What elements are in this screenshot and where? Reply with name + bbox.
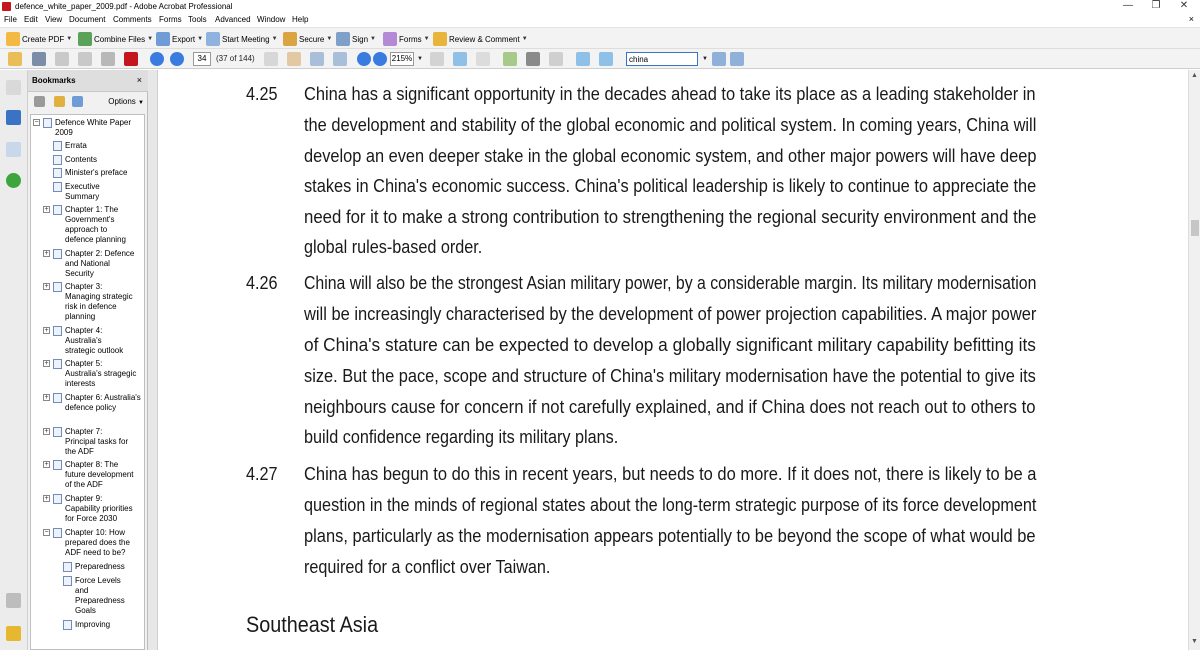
bookmark-item[interactable]: Chapter 6: Australia's defence policy: [65, 393, 141, 412]
chevron-down-icon[interactable]: ▼: [417, 56, 423, 62]
bookmark-item[interactable]: Chapter 10: How prepared does the ADF need to be?: [65, 528, 130, 557]
bookmark-item[interactable]: Preparedness: [75, 562, 125, 571]
text-line: the development and stability of the global economic and political system. In coming years, China will: [304, 115, 1037, 135]
menu-window[interactable]: Window: [257, 15, 286, 24]
forms-icon: [383, 32, 397, 46]
scroll-down-icon[interactable]: ▼: [1191, 638, 1198, 645]
zoom-in-icon[interactable]: [373, 52, 387, 66]
find-next-icon[interactable]: [730, 52, 744, 66]
close-icon[interactable]: ×: [136, 75, 142, 85]
collapse-icon[interactable]: −: [44, 529, 49, 536]
bookmarks-panel: [28, 70, 148, 650]
text-line: need for it to make a strong contribution to strengthening the regional security environment and the: [304, 207, 1037, 227]
page-count-label: (37 of 144): [216, 54, 255, 63]
minimize-button[interactable]: —: [1123, 0, 1133, 11]
bookmark-icon: [43, 118, 52, 128]
chevron-down-icon[interactable]: ▼: [702, 56, 708, 62]
section-heading: Southeast Asia: [246, 612, 379, 637]
navigation-pane-rail: [0, 70, 28, 650]
bookmark-icon: [53, 528, 62, 538]
select-tool-icon[interactable]: [264, 52, 278, 66]
menu-advanced[interactable]: Advanced: [215, 15, 251, 24]
panel-splitter[interactable]: [148, 70, 158, 650]
text-line: China has begun to do this in recent years, but needs to do more. If it does not, there is likely to be a: [304, 464, 1037, 484]
expand-icon[interactable]: +: [44, 206, 49, 213]
navigation-toolbar: [0, 49, 1200, 69]
collapse-icon[interactable]: −: [34, 119, 39, 126]
chevron-down-icon: ▼: [197, 36, 204, 42]
expand-icon[interactable]: +: [44, 360, 49, 367]
help-icon[interactable]: [6, 173, 21, 188]
expand-icon[interactable]: +: [44, 461, 49, 468]
title-bar: [0, 0, 1200, 13]
bookmark-item[interactable]: Minister's preface: [65, 168, 128, 177]
bookmark-item[interactable]: Chapter 9: Capability priorities for Force 2030: [65, 494, 133, 523]
chevron-down-icon: ▼: [147, 36, 154, 42]
comments-icon[interactable]: [6, 626, 21, 641]
bookmarks-toolbar: [28, 92, 148, 112]
bookmark-item[interactable]: Contents: [65, 155, 98, 164]
pages-icon[interactable]: [6, 80, 21, 95]
bookmark-icon: [53, 282, 62, 292]
bookmark-icon: [53, 427, 62, 437]
expand-icon[interactable]: +: [44, 327, 49, 334]
print-icon[interactable]: [32, 52, 46, 66]
acrobat-app-icon: [2, 2, 11, 11]
bookmark-icon: [53, 249, 62, 259]
bookmark-item[interactable]: Chapter 4: Australia's strategic outlook: [65, 326, 124, 355]
menu-comments[interactable]: Comments: [113, 15, 152, 24]
combine-files-icon: [78, 32, 92, 46]
bookmark-icon: [53, 393, 62, 403]
menu-forms[interactable]: Forms: [159, 15, 182, 24]
scroll-up-icon[interactable]: ▲: [1191, 72, 1198, 79]
bookmark-icon: [53, 205, 62, 215]
chevron-down-icon: ▼: [423, 36, 430, 42]
export-button[interactable]: Export ▼: [156, 31, 203, 47]
chevron-down-icon: ▼: [138, 100, 144, 106]
paragraph-number: 4.26: [246, 273, 278, 293]
expand-icon[interactable]: +: [44, 250, 49, 257]
bookmark-item[interactable]: Executive Summary: [65, 182, 100, 201]
menu-tools[interactable]: Tools: [188, 15, 207, 24]
previous-page-icon[interactable]: [150, 52, 164, 66]
open-folder-icon[interactable]: [8, 52, 22, 66]
text-line: stakes in China's economic success. China's political leadership is likely to continue to appreciate the: [304, 176, 1037, 196]
chevron-down-icon: ▼: [271, 36, 278, 42]
text-line: will be increasingly characterised by the development of power projection capabilities. A major power: [304, 304, 1037, 324]
document-view: [158, 70, 1188, 650]
meeting-icon: [206, 32, 220, 46]
bookmarks-tree: [30, 114, 145, 650]
email-icon[interactable]: [78, 52, 92, 66]
bookmarks-header: [28, 70, 148, 92]
bookmark-icon: [53, 168, 62, 178]
bookmarks-icon[interactable]: [6, 110, 21, 125]
zoom-level-input[interactable]: 215%: [390, 52, 414, 66]
chevron-down-icon: ▼: [370, 36, 376, 42]
bookmark-item[interactable]: Chapter 1: The Government's approach to defence planning: [65, 205, 126, 244]
window-title: defence_white_paper_2009.pdf - Adobe Acrobat Professional: [15, 2, 233, 11]
bookmark-item[interactable]: Force Levels and Preparedness Goals: [75, 576, 125, 615]
bookmark-icon: [53, 494, 62, 504]
restore-button[interactable]: ❐: [1151, 0, 1161, 11]
bookmark-icon: [53, 182, 62, 192]
zoom-out-icon[interactable]: [357, 52, 371, 66]
bookmarks-title: Bookmarks: [32, 76, 76, 85]
attachments-icon[interactable]: [6, 593, 21, 608]
secure-button[interactable]: Secure ▼: [283, 31, 332, 47]
bookmark-root[interactable]: Defence White Paper 2009: [55, 118, 132, 137]
comment-note-icon[interactable]: [503, 52, 517, 66]
hand-tool-icon[interactable]: [287, 52, 301, 66]
text-line: China will also be the strongest Asian military power, by a considerable margin. Its military modernisation: [304, 273, 1037, 293]
create-pdf-button[interactable]: Create PDF ▼: [6, 31, 72, 47]
expand-icon[interactable]: +: [44, 394, 49, 401]
chevron-down-icon: ▼: [521, 36, 528, 42]
export-icon: [156, 32, 170, 46]
tasks-toolbar: [0, 27, 1200, 49]
new-bookmark-icon[interactable]: [54, 96, 65, 107]
bookmark-icon: [53, 359, 62, 369]
close-window-button[interactable]: ✕: [1179, 0, 1189, 11]
start-meeting-button[interactable]: Start Meeting ▼: [206, 31, 278, 47]
save-icon[interactable]: [55, 52, 69, 66]
options-menu[interactable]: Options ▼: [108, 97, 144, 106]
paragraph-number: 4.25: [246, 84, 278, 104]
stamp-icon[interactable]: [526, 52, 540, 66]
zoom-tool-icon[interactable]: [333, 52, 347, 66]
text-line: plans, particularly as the modernisation appears potentially to be beyond the scope of what would be: [304, 526, 1036, 546]
typewriter-icon[interactable]: [549, 52, 563, 66]
full-screen-icon[interactable]: [599, 52, 613, 66]
fit-page-icon[interactable]: [453, 52, 467, 66]
bookmark-icon: [63, 576, 72, 586]
page-number-input[interactable]: 34: [193, 52, 211, 66]
chevron-down-icon: ▼: [326, 36, 333, 42]
marquee-zoom-icon[interactable]: [310, 52, 324, 66]
text-line: develop an even deeper stake in the global economic system, and other major powers will have deep: [304, 146, 1037, 166]
find-previous-icon[interactable]: [712, 52, 726, 66]
text-line: neighbours cause for concern if not carefully explained, and if China does not reach out to others to: [304, 397, 1036, 417]
continuous-page-icon[interactable]: [576, 52, 590, 66]
bookmark-icon: [53, 326, 62, 336]
menu-file[interactable]: File: [4, 15, 17, 24]
next-page-icon[interactable]: [170, 52, 184, 66]
signatures-icon[interactable]: [6, 142, 21, 157]
text-line: required for a conflict over Taiwan.: [304, 557, 551, 577]
text-line: size. But the pace, scope and structure of China's military modernisation have the potential to give its: [304, 366, 1036, 386]
text-line: China has a significant opportunity in the decades ahead to take its place as a leading stakeholder in: [304, 84, 1036, 104]
text-line: question in the minds of regional states about the long-term strategic purpose of its force development: [304, 495, 1037, 515]
close-document-button[interactable]: ×: [1188, 14, 1194, 24]
menu-document[interactable]: Document: [69, 15, 106, 24]
create-pdf-icon: [6, 32, 20, 46]
expand-icon[interactable]: +: [44, 283, 49, 290]
bookmark-icon: [63, 620, 72, 630]
bookmark-item[interactable]: Chapter 7: Principal tasks for the ADF: [65, 427, 129, 456]
combine-files-button[interactable]: Combine Files ▼: [78, 31, 153, 47]
sign-button[interactable]: Sign ▼: [336, 31, 376, 47]
bookmark-item[interactable]: Chapter 5: Australia's stragegic interests: [65, 359, 137, 388]
binoculars-icon[interactable]: [101, 52, 115, 66]
bookmark-item[interactable]: Errata: [65, 141, 87, 150]
properties-icon[interactable]: [124, 52, 138, 66]
bookmark-item[interactable]: Chapter 8: The future development of the ADF: [65, 460, 134, 489]
expand-icon[interactable]: +: [44, 428, 49, 435]
comment-icon: [433, 32, 447, 46]
pen-icon: [336, 32, 350, 46]
scrollbar-thumb[interactable]: [1191, 220, 1199, 236]
bookmark-icon: [53, 155, 62, 165]
menu-bar: [0, 13, 1200, 26]
review-comment-button[interactable]: Review & Comment ▼: [433, 31, 528, 47]
vertical-scrollbar[interactable]: [1188, 70, 1200, 650]
expand-icon[interactable]: +: [44, 495, 49, 502]
search-input[interactable]: [626, 52, 698, 66]
menu-edit[interactable]: Edit: [24, 15, 38, 24]
menu-help[interactable]: Help: [292, 15, 309, 24]
bookmark-icon: [63, 562, 72, 572]
bookmark-item[interactable]: Chapter 2: Defence and National Security: [65, 249, 135, 278]
forms-button[interactable]: Forms ▼: [383, 31, 430, 47]
bookmark-item[interactable]: Chapter 3: Managing strategic risk in defence planning: [65, 282, 133, 321]
fit-width-icon[interactable]: [430, 52, 444, 66]
chevron-down-icon: ▼: [66, 36, 73, 42]
text-line: global rules-based order.: [304, 237, 483, 257]
bookmark-icon: [53, 141, 62, 151]
lock-icon: [283, 32, 297, 46]
bookmark-item[interactable]: Improving: [75, 620, 111, 629]
paragraph-number: 4.27: [246, 464, 278, 484]
expand-bookmark-icon[interactable]: [72, 96, 83, 107]
menu-view[interactable]: View: [45, 15, 63, 24]
single-page-icon[interactable]: [476, 52, 490, 66]
delete-bookmark-icon[interactable]: [34, 96, 45, 107]
bookmark-icon: [53, 460, 62, 470]
text-line: build confidence regarding its military plans.: [304, 427, 619, 447]
text-line: of China's stature can be expected to develop a globally significant military capability befitting its: [304, 335, 1036, 355]
